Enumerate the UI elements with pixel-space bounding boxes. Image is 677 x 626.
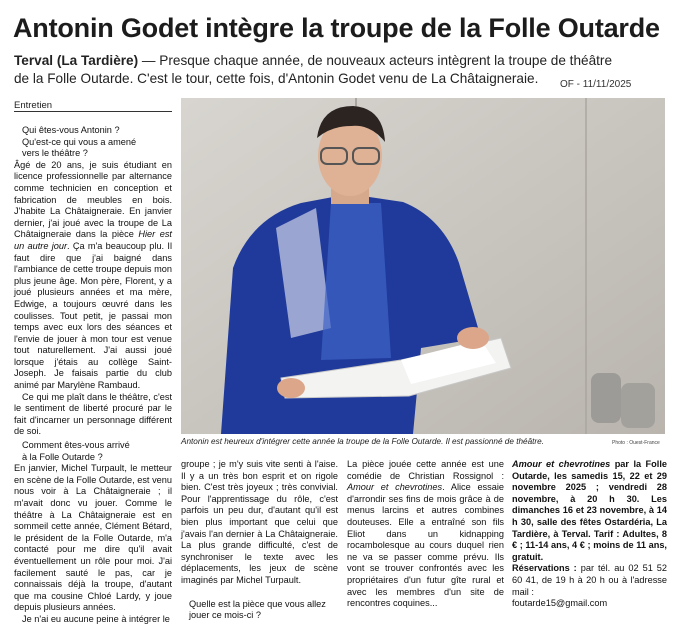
question-4-line-1: Quelle est la pièce que vous allez xyxy=(189,598,326,609)
article-photo xyxy=(181,98,665,434)
column-1-top xyxy=(14,125,172,438)
reservation xyxy=(512,563,667,598)
column-2 xyxy=(181,459,338,622)
lead-text-1: — Presque chaque année, de nouveaux acteurs intègrent la troupe de théâtre xyxy=(138,53,612,68)
photo-illustration xyxy=(181,98,665,434)
lead-place: Terval (La Tardière) xyxy=(14,53,139,68)
play-title: Hier est un autre jour xyxy=(14,229,172,251)
event-details xyxy=(512,459,667,563)
question-3-line-2: à la Folle Outarde ? xyxy=(22,451,103,462)
event-title: Amour et chevrotines xyxy=(512,459,611,469)
rubric-label: Entretien xyxy=(14,100,53,111)
rubric-divider xyxy=(14,111,172,112)
reservation-text: par tél. au 02 51 52 60 41, de 19 h à 20 h ou à l'adresse mail : xyxy=(512,563,667,597)
answer-4-end: groupe ; je m'y suis vite senti à l'aise. Il y a un très bon esprit et on rigole bien. C'est très joyeux ; très convivial. Pour l'apprentissage du rôle, c'est parfois un peu dur, d'autant qu'il est bien plus important que celui que j'avais l'an dernier à La Châtaigneraie. La plus grande difficulté, c'est de synchroniser le texte avec les déplacements, les jeux de scène imaginés par Michel Turpault. xyxy=(181,459,338,585)
answer-4-start: Je n'ai eu aucune peine à intégrer le xyxy=(22,613,170,624)
answer-2: Ce qui me plaît dans le théâtre, c'est le sentiment de liberté procuré par le fait d'incarner un personnage différent de soi. xyxy=(14,391,172,437)
photo-caption: Antonin est heureux d'intégrer cette année la troupe de la Folle Outarde. Il est passionné de théâtre. xyxy=(181,437,544,446)
question-2-line-1: Qu'est-ce qui vous a amené xyxy=(22,136,137,147)
question-4-line-2: jouer ce mois-ci ? xyxy=(189,610,261,621)
answer-1: Âgé de 20 ans, je suis étudiant en licence professionnelle par alternance comme technicien en conception et fabrication de meubles en bois. J'habite La Châtaigneraie. En janvier dernier, j'ai joué avec la troupe de La Châtaigneraie dans la pièce Hier est un autre jour. Ça m'a beaucoup plu. Il faut dire que j'ai baigné dans l'ambiance de cette troupe depuis mon plus jeune âge. Mon père, Florent, y a joué plusieurs années et ma mère, Edwige, a toujours œuvré dans les coulisses. Tout petit, je passai mon temps avec eux lors des séances et l'envie de jouer à mon tour est venue tout naturellement. J'ai aussi joué lorsque j'étais au collège Saint-Joseph. Je faisais partie du club animé par Marylène Rambaud. xyxy=(14,159,172,391)
photo-credit: Photo : Ouest-France xyxy=(612,440,660,446)
question-2-line-2: vers le théâtre ? xyxy=(22,148,88,159)
event-text: par la Folle Outarde, les samedis 15, 22 et 29 novembre 2025 ; vendredi 28 novembre, à 20 h 30. Les dimanches 16 et 23 novembre, à 14 h 30, salle des fêtes Ostardéria, La Tardière, à Terval. Tarif : Adultes, 8 € ; 11-14 ans, 4 € ; moins de 11 ans, gratuit. xyxy=(512,459,667,562)
column-3 xyxy=(347,459,504,610)
reservation-label: Réservations : xyxy=(512,563,577,574)
reservation-email[interactable]: foutarde15@gmail.com xyxy=(512,598,608,609)
lead-text-2: de la Folle Outarde. C'est le tour, cette fois, d'Antonin Godet venu de La Châtaigneraie. xyxy=(14,71,539,86)
question-3-line-1: Comment êtes-vous arrivé xyxy=(22,440,130,450)
play-title-2: Amour et chevrotines xyxy=(347,482,443,493)
question-1: Qui êtes-vous Antonin ? xyxy=(22,125,120,135)
event-info xyxy=(512,459,667,610)
headline: Antonin Godet intègre la troupe de la Folle Outarde xyxy=(13,13,660,43)
column-1-bottom xyxy=(14,440,172,626)
publication-date: OF - 11/11/2025 xyxy=(560,79,632,90)
answer-5: La pièce jouée cette année est une comédie de Christian Rossignol : Amour et chevrotines. Alice essaie d'arrondir ses fins de mois grâce à de menus larcins et autres combines douteuses. Elle a entraîné son fils Eliot dans un kidnapping rocambolesque au cours duquel rien ne va se passer comme prévu. Ils vont se trouver confrontés avec les propriétaires d'un futur gîte rural et avec les membres d'un site de rencontres coquines... xyxy=(347,459,504,609)
answer-3: En janvier, Michel Turpault, le metteur en scène de la Folle Outarde, est venu nous voir à La Châtaigneraie ; il m'avait donc vu jouer. Comme le théâtre à La Châtaigneraie est en sommeil cette année, Clément Bétard, le président de la Folle Outarde, m'a contacté pour me dire qu'il avait éventuellement un rôle pour moi. J'ai facilement sauté le pas, car je connaissais déjà la troupe, d'autant que ma cousine Chloé Lardy, y joue depuis plusieurs années. xyxy=(14,463,172,613)
